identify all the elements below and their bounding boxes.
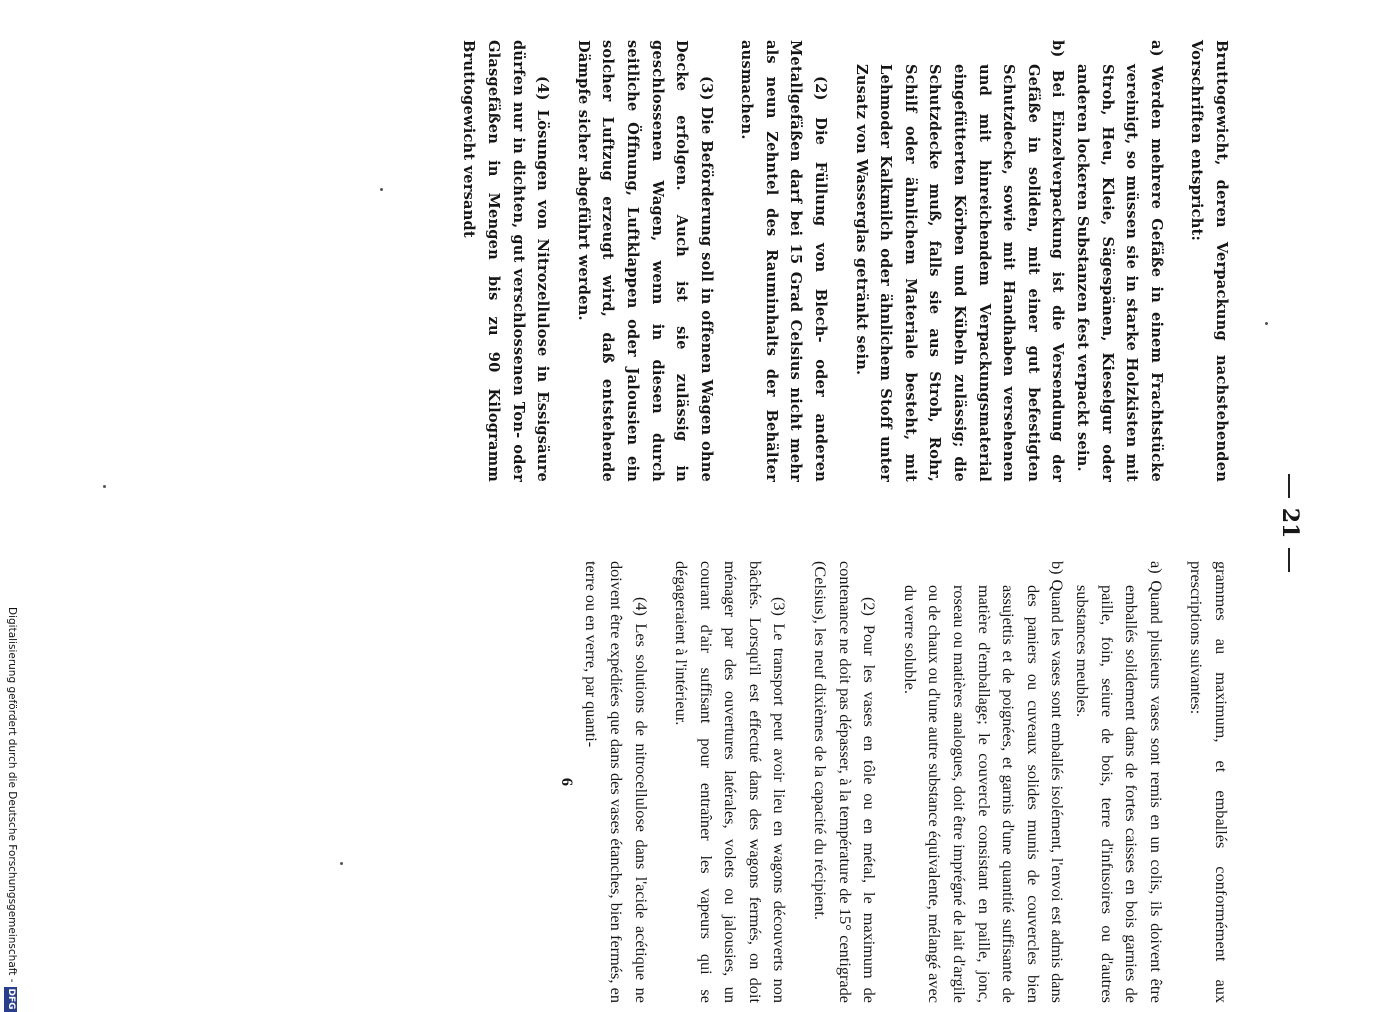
french-column — [554, 561, 1233, 1003]
de-paragraph-4: (4) Lösungen von Nitrozellulose in Essigsäure dürfen nur in dichten, gut verschlossenen Ton- oder Glasgefäßen in Mengen bis zu 90 Kilogramm Bruttogewicht versandt — [460, 40, 552, 482]
fr-paragraph-3: (3) Le transport peut avoir lieu en wagons découverts non bâchés. Lorsqu'il est effectué dans des wagons fermés, on doit ménager par des ouvertures latérales, volets ou jalousies, un courant d'air suffisant pour entraîner les vapeurs qui se dégageraient à l'intérieur. — [672, 561, 790, 1003]
page-number-text: 21 — [1277, 507, 1303, 539]
de-paragraph-3: (3) Die Beförderung soll in offenen Wagen ohne Decke erfolgen. Auch ist sie zulässig in geschlossenen Wagen, wenn in diesen durch seitliche Öffnung, Luftklappen oder Jalousien ein solcher Luftzug erzeugt wird, daß entstehende Dämpfe sicher abgeführt werden. — [574, 40, 715, 482]
fr-paragraph-a: a) Quand plusieurs vases sont remis en un colis, ils doivent être emballés solidement dans de fortes caisses en bois garnies de paille, foin, seiure de bois, terre d'infusoires ou d'autres substances meubles. — [1073, 561, 1166, 1003]
digitization-note — [0, 607, 18, 1010]
de-paragraph-a: a) Werden mehrere Gefäße in einem Frachtstücke vereinigt, so müssen sie in starke Holzkisten mit Stroh, Heu, Kleie, Sägespänen, Kieselgur oder anderen lockeren Substanzen fest verpackt sein. — [1074, 40, 1165, 482]
scan-speck — [380, 188, 383, 191]
de-paragraph-b: b) Bei Einzelverpackung ist die Versendung der Gefäße in soliden, mit einer gut befestigten Schutzdecke, sowie mit Handhaben versehenen und mit hinreichendem Verpackungsmaterial eingefütterten Körben und Kübeln zulässig; die Schutzdecke muß, falls sie aus Stroh, Rohr, Schilf oder ähnlichem Materiale besteht, mit Lehmoder Kalkmilch oder ähnlichem Stoff unter Zusatz von Wasserglas getränkt sein. — [852, 40, 1067, 482]
digitization-note-text: Digitalisierung gefördert durch die Deutsche Forschungsgemeinschaft - — [6, 607, 18, 983]
fr-paragraph-4: (4) Les solutions de nitrocellulose dans l'acide acétique ne doivent être expédiées que dans des vases étanches, bien fermés, en terre ou en verre, par quanti- — [582, 561, 651, 1003]
dfg-logo-icon: DFG — [6, 988, 16, 1010]
fr-paragraph-2: (2) Pour les vases en tôle ou en métal, le maximum de contenance ne doit pas dépasser, à la température de 15° centigrade (Celsius), les neuf dixièmes de la capacité du récipient. — [811, 561, 880, 1003]
signature-mark: 6 — [557, 777, 577, 787]
scan-speck — [340, 862, 343, 865]
page-number — [1277, 458, 1303, 588]
dash-right — [1288, 548, 1290, 572]
fr-paragraph-b: b) Quand les vases sont emballés isolément, l'envoi est admis dans des paniers ou cuveaux solides munis de couvercles bien assujettis et de poignées, et garnis d'une quantité suffisante de matière d'emballage; le couvercle consistant en paille, jonc, roseau ou matières analogues, doit être imprégné de lait d'argile ou de chaux ou d'une autre substance équivalente, mélangé avec du verre soluble. — [900, 561, 1068, 1003]
german-column — [456, 40, 1233, 482]
de-paragraph-intro: Bruttogewicht, deren Verpackung nachstehenden Vorschriften entspricht: — [1188, 40, 1230, 482]
fr-paragraph-intro: grammes au maximum, et emballés conformément aux prescriptions suivantes: — [1187, 561, 1231, 1003]
scan-speck — [103, 485, 106, 488]
dash-left — [1288, 474, 1290, 498]
de-paragraph-2: (2) Die Füllung von Blech- oder anderen Metallgefäßen darf bei 15 Grad Celsius nicht mehr als neun Zehntel des Rauminhalts der Behälter ausmachen. — [738, 40, 830, 482]
scan-speck — [1265, 322, 1268, 325]
